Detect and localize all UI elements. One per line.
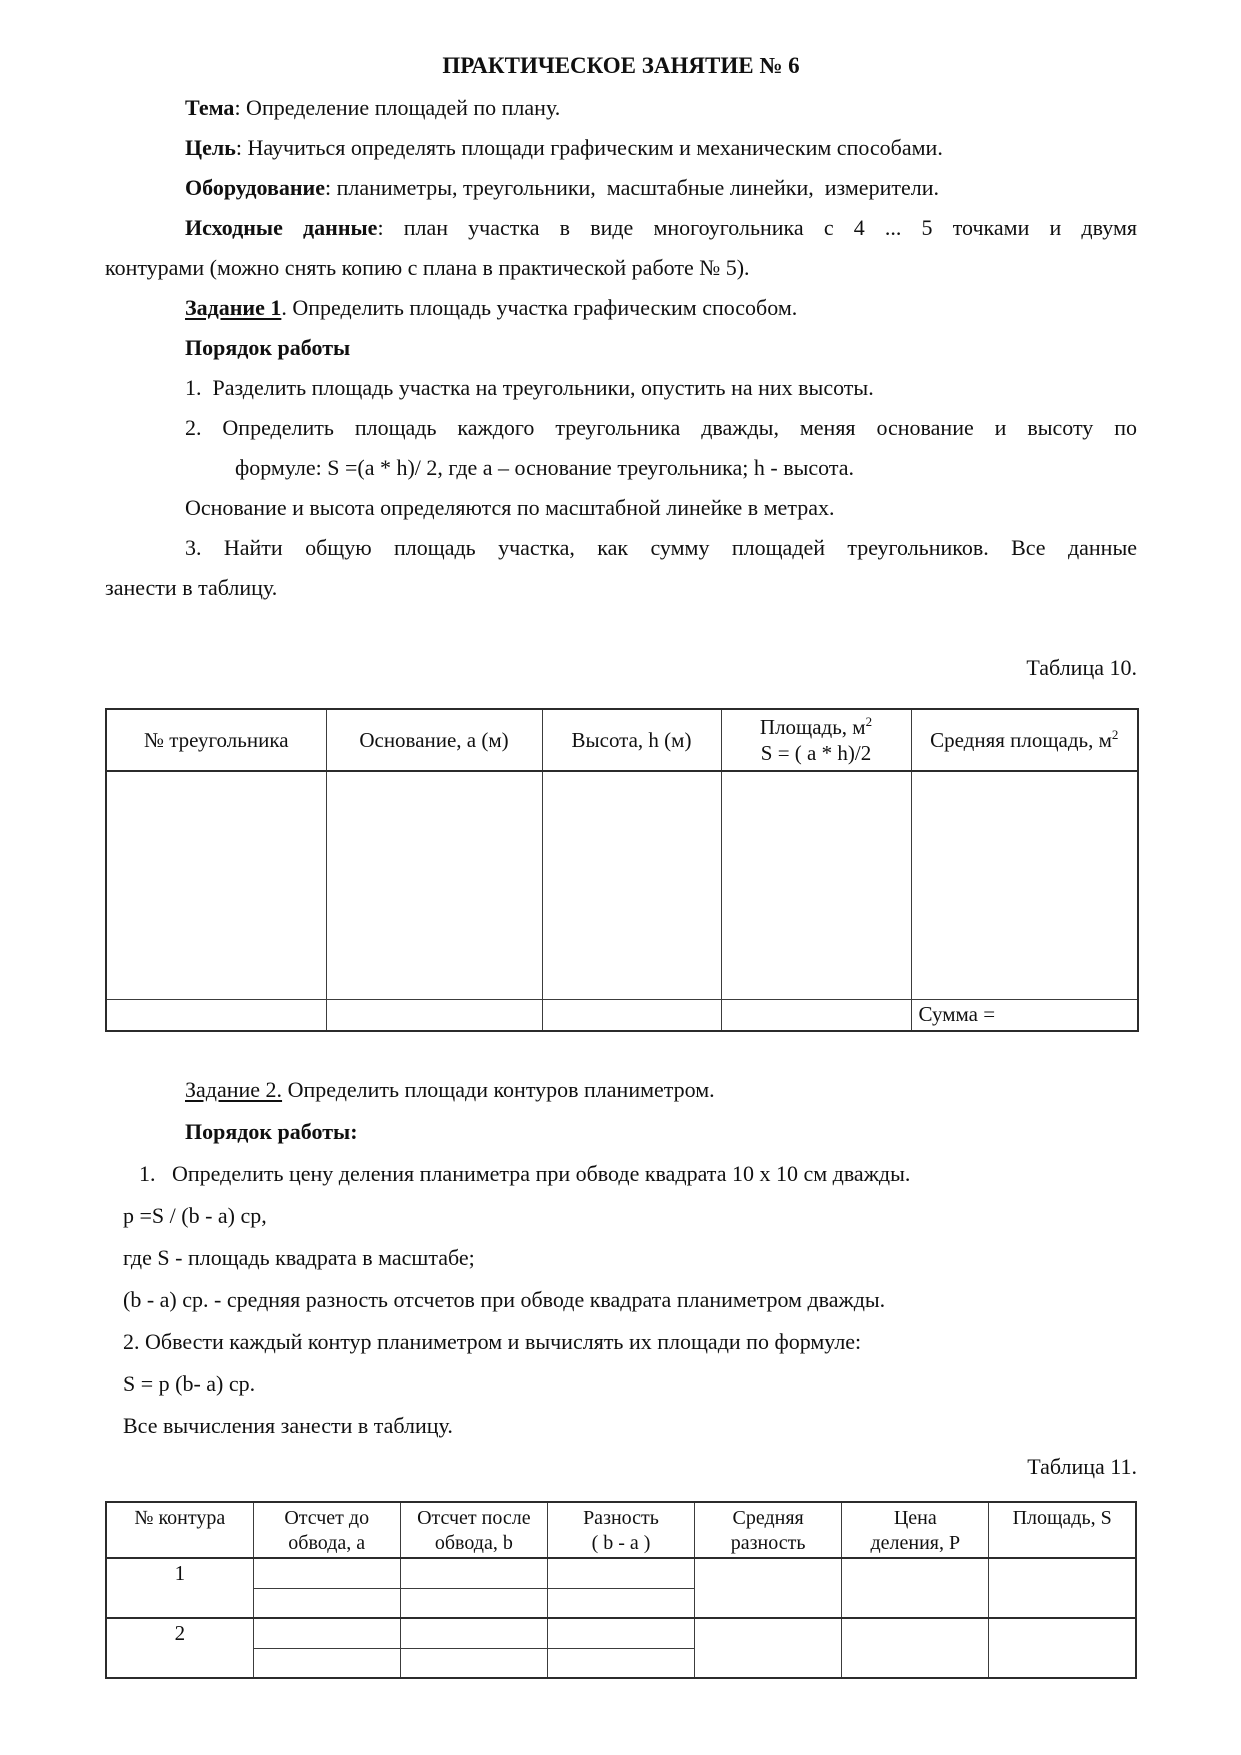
text-run: Порядок работы (185, 335, 351, 360)
text-run: 1. Разделить площадь участка на треугольники, опустить на них высоты. (185, 375, 874, 400)
text-line (105, 568, 1137, 608)
text-run: Задание 1 (185, 295, 282, 320)
empty-cell (400, 1618, 547, 1648)
empty-cell (547, 1618, 694, 1648)
text-run: S = p (b- a) ср. (123, 1371, 256, 1396)
text-run: 1. Определить цену деления планиметра при обводе квадрата 10 х 10 см дважды. (139, 1161, 911, 1186)
table11-caption: Таблица 11. (1027, 1454, 1137, 1479)
empty-cell (253, 1618, 400, 1648)
empty-cell (695, 1558, 842, 1618)
table10-header-triangle-number: № треугольника (106, 709, 326, 771)
empty-cell (326, 771, 542, 999)
empty-cell (695, 1618, 842, 1678)
page-title: ПРАКТИЧЕСКОЕ ЗАНЯТИЕ № 6 (442, 53, 800, 78)
table10-header-row (106, 709, 1138, 771)
table10-entry-row (106, 771, 1138, 999)
text-line (105, 1111, 1137, 1153)
empty-cell (989, 1558, 1136, 1618)
table11-contour2-subrow1 (106, 1618, 1136, 1648)
text-run: Площадь, м (759, 715, 866, 739)
table10-header-base: Основание, а (м) (326, 709, 542, 771)
table11-header-area: Площадь, S (989, 1502, 1136, 1558)
text-line (105, 288, 1137, 328)
table11-contour1-subrow1 (106, 1558, 1136, 1588)
empty-cell (542, 999, 721, 1031)
table11-contour1-number: 1 (106, 1558, 253, 1618)
table11-planimeter-readings (105, 1501, 1137, 1679)
text-run: Оборудование (185, 175, 325, 200)
text-run: 2. Обвести каждый контур планиметром и вычислять их площади по формуле: (123, 1329, 862, 1354)
text-run: . Определить площадь участка графическим способом. (281, 295, 798, 320)
table10-header-area-formula: S = ( a * h)/2 (760, 741, 872, 765)
table10-header-height: Высота, h (м) (542, 709, 721, 771)
text-run: : Научиться определять площади графическим и механическим способами. (235, 135, 943, 160)
text-run: Задание 2. (185, 1077, 283, 1102)
table10-sum-row (106, 999, 1138, 1031)
empty-cell (326, 999, 542, 1031)
text-run: : Определение площадей по плану. (234, 95, 561, 120)
text-run: где S - площадь квадрата в масштабе; (123, 1245, 475, 1270)
table10-header-average-area (911, 709, 1138, 771)
table10-header-area-unit (722, 714, 911, 740)
text-run: Цель (185, 135, 236, 160)
table11-header-row (106, 1502, 1136, 1558)
text-run: Определить площади контуров планиметром. (282, 1077, 715, 1102)
table10-header-area (721, 709, 911, 771)
table11-header-reading-before: Отсчет до обвода, а (253, 1502, 400, 1558)
text-run: : план участка в виде многоугольника с 4 ... 5 точками и двумя (377, 215, 1138, 240)
superscript: 2 (865, 714, 873, 729)
table11-header-division-value: Цена деления, Р (842, 1502, 989, 1558)
empty-cell (842, 1618, 989, 1678)
text-line (105, 128, 1137, 168)
text-line (105, 528, 1137, 568)
text-line (105, 408, 1137, 448)
empty-cell (842, 1558, 989, 1618)
text-run: Основание и высота определяются по масштабной линейке в метрах. (185, 495, 835, 520)
table10-caption: Таблица 10. (1026, 655, 1137, 680)
empty-cell (400, 1648, 547, 1678)
text-run: контурами (можно снять копию с плана в практической работе № 5). (105, 255, 750, 280)
text-run: Тема (185, 95, 235, 120)
empty-cell (400, 1588, 547, 1618)
text-line (105, 168, 1137, 208)
empty-cell (106, 771, 326, 999)
text-run: 3. Найти общую площадь участка, как сумму площадей треугольников. Все данные (185, 535, 1137, 560)
text-line (105, 448, 1137, 488)
empty-cell (721, 771, 911, 999)
empty-cell (547, 1648, 694, 1678)
table11-header-difference: Разность ( b - a ) (547, 1502, 694, 1558)
empty-cell (542, 771, 721, 999)
table10-triangle-areas (105, 708, 1139, 1032)
text-run: 2. Определить площадь каждого треугольника дважды, меняя основание и высоту по (185, 415, 1137, 440)
text-run: (b - a) ср. - средняя разность отсчетов при обводе квадрата планиметром дважды. (123, 1287, 886, 1312)
text-line (105, 208, 1137, 248)
superscript: 2 (1111, 727, 1119, 742)
text-line (105, 1363, 1137, 1405)
empty-cell (547, 1558, 694, 1588)
empty-cell (400, 1558, 547, 1588)
text-run: p =S / (b - a) ср, (123, 1203, 267, 1228)
text-run: формуле: S =(a * h)/ 2, где а – основание треугольника; h - высота. (235, 455, 855, 480)
section-task2 (105, 1069, 1137, 1447)
text-run: : планиметры, треугольники, масштабные линейки, измерители. (324, 175, 939, 200)
empty-cell (721, 999, 911, 1031)
text-run: Порядок работы: (185, 1119, 358, 1144)
text-run: Средняя площадь, м (930, 728, 1112, 752)
text-line (105, 88, 1137, 128)
empty-cell (253, 1558, 400, 1588)
text-run: занести в таблицу. (105, 575, 278, 600)
empty-cell (911, 771, 1138, 999)
table11-header-average-difference: Средняя разность (695, 1502, 842, 1558)
text-line (105, 1195, 1137, 1237)
empty-cell (253, 1588, 400, 1618)
table11-header-contour-number: № контура (106, 1502, 253, 1558)
text-run: Все вычисления занести в таблицу. (123, 1413, 453, 1438)
text-line (105, 1321, 1137, 1363)
empty-cell (106, 999, 326, 1031)
text-line (105, 1069, 1137, 1111)
table10-sum-label: Сумма = (911, 999, 1138, 1031)
text-line (105, 1279, 1137, 1321)
text-line (105, 248, 1137, 288)
text-line (105, 1153, 1137, 1195)
text-line (105, 1405, 1137, 1447)
text-line (105, 368, 1137, 408)
empty-cell (253, 1648, 400, 1678)
empty-cell (989, 1618, 1136, 1678)
text-run: Исходные данные (185, 215, 378, 240)
table11-contour2-number: 2 (106, 1618, 253, 1678)
text-line (105, 328, 1137, 368)
table11-header-reading-after: Отсчет после обвода, b (400, 1502, 547, 1558)
text-line (105, 488, 1137, 528)
section-task1 (105, 88, 1137, 608)
empty-cell (547, 1588, 694, 1618)
text-line (105, 1237, 1137, 1279)
